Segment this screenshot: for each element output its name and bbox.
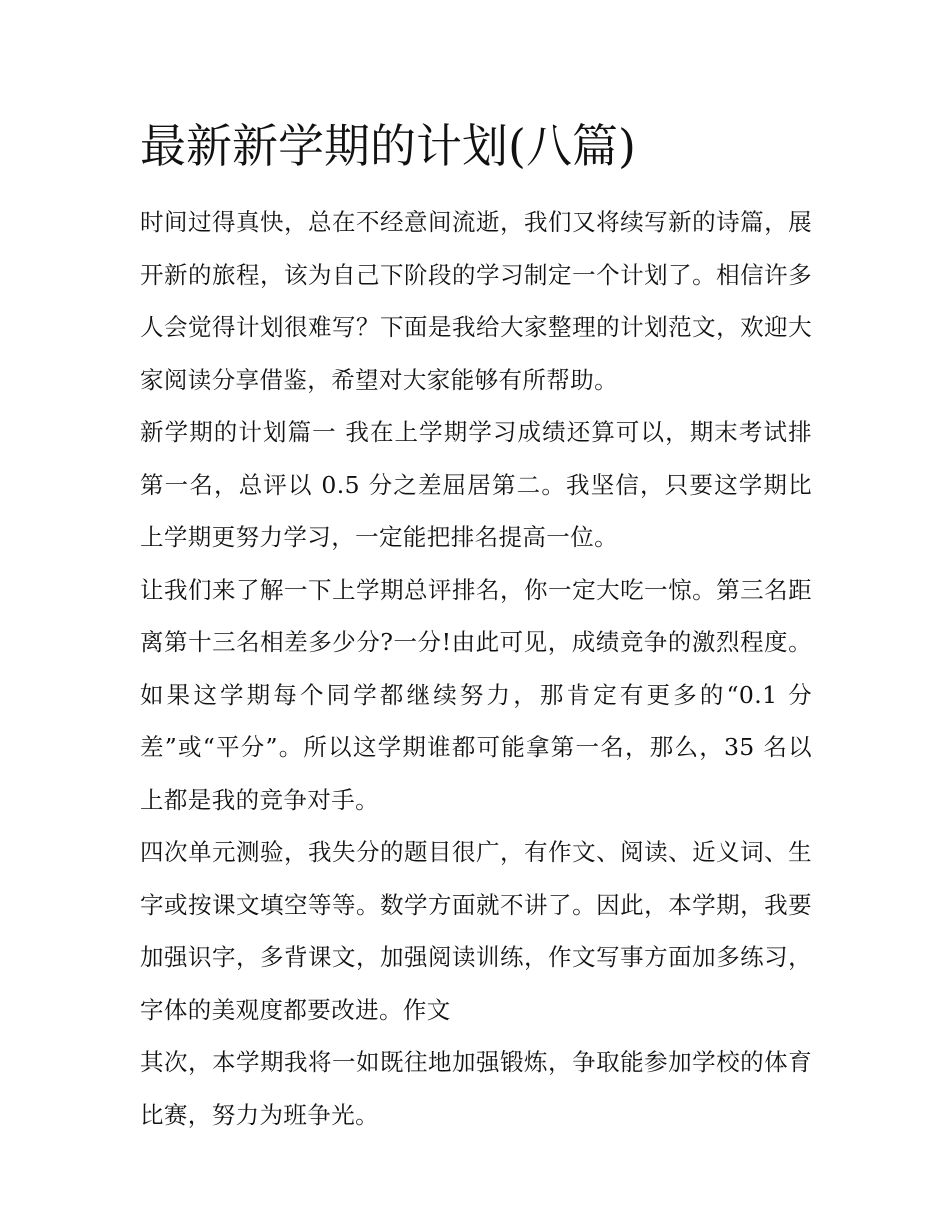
document-body (140, 196, 812, 1141)
paragraph-ranking: 让我们来了解一下上学期总评排名，你一定大吃一惊。第三名距离第十三名相差多少分?一分!由此可见，成绩竞争的激烈程度。如果这学期每个同学都继续努力，那肯定有更多的“0.1 分差”或“平分”。所以这学期谁都可能拿第一名，那么，35 名以上都是我的竞争对手。 (140, 575, 812, 814)
paragraph-intro: 时间过得真快，总在不经意间流逝，我们又将续写新的诗篇，展开新的旅程，该为自己下阶段的学习制定一个计划了。相信许多人会觉得计划很难写？下面是我给大家整理的计划范文，欢迎大家阅读分享借鉴，希望对大家能够有所帮助。 (140, 208, 812, 394)
paragraph-exercise: 其次，本学期我将一如既往地加强锻炼，争取能参加学校的体育比赛，努力为班争光。 (140, 1048, 812, 1129)
paragraph-plan-one: 新学期的计划篇一 我在上学期学习成绩还算可以，期末考试排第一名，总评以 0.5 分之差屈居第二。我坚信，只要这学期比上学期更努力学习，一定能把排名提高一位。 (140, 418, 812, 551)
document-title: 最新新学期的计划(八篇) (140, 119, 636, 173)
paragraph-unit-tests: 四次单元测验，我失分的题目很广，有作文、阅读、近义词、生字或按课文填空等等。数学方面就不讲了。因此，本学期，我要加强识字，多背课文，加强阅读训练，作文写事方面加多练习，字体的美观度都要改进。作文 (140, 838, 812, 1024)
